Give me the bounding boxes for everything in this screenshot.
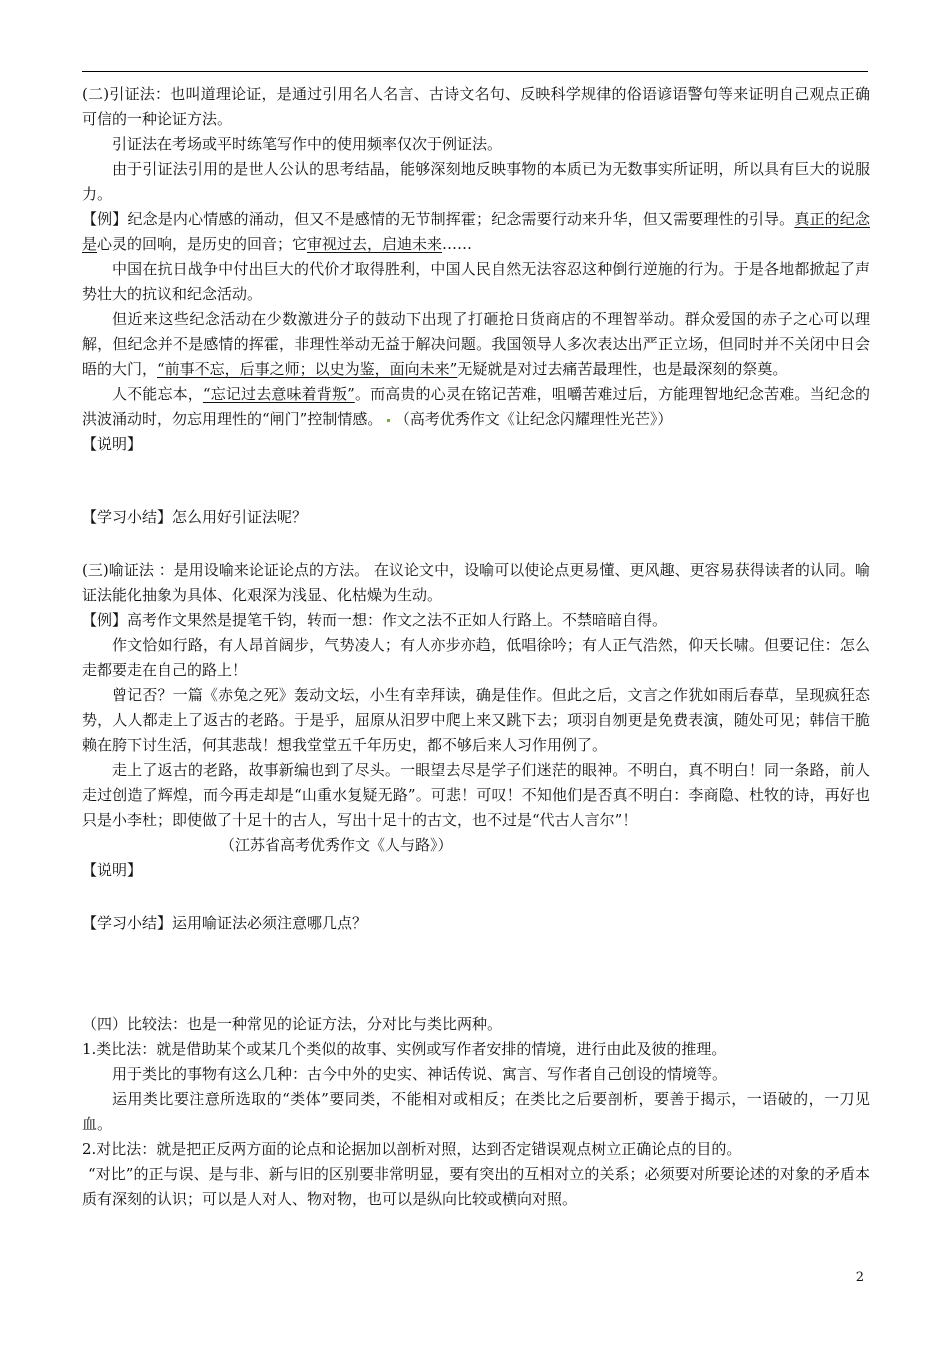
section3-source: （江苏省高考优秀作文《人与路》）	[220, 836, 453, 854]
section2-para-4: 但近来这些纪念活动在少数激进分子的鼓动下出现了打砸抢日货商店的不理智举动。群众爱国的赤子之心可以理解，但纪念并不是感情的挥霍，非理性举动无益于解决问题。我国领导人多次表达出严正立场，但同时并不关闭中日会晤的大门，“前事不忘，后事之师；以史为鉴，面向未来”无疑就是对过去痛苦最理性，也是最深刻的祭奠。	[82, 310, 870, 378]
section3-source-line	[82, 833, 870, 858]
section4-item-2: 2.对比法：就是把正反两方面的论点和论据加以剖析对照，达到否定错误观点树立正确论点的目的。	[82, 1140, 742, 1158]
section3-para-2: 曾记否？一篇《赤兔之死》轰动文坛，小生有幸拜读，确是佳作。但此之后，文言之作犹如雨后春草，呈现疯狂态势，人人都走上了返古的老路。于是乎，屈原从汨罗中爬上来又跳下去；项羽自刎更是免费表演，随处可见；韩信干脆赖在胯下讨生活，何其悲哉！想我堂堂五千年历史，都不够后来人习作用例了。	[82, 686, 870, 754]
section4-item-1: 1.类比法：就是借助某个或某几个类似的故事、实例或写作者安排的情境，进行由此及彼的推理。	[82, 1040, 727, 1058]
section4-item-2-para-1: “对比”的正与误、是与非、新与旧的区别要非常明显，要有突出的互相对立的关系；必须要对所要论述的对象的矛盾本质有深刻的认识；可以是人对人、物对物，也可以是纵向比较或横向对照。	[82, 1165, 870, 1208]
section3-summary: 【学习小结】运用喻证法必须注意哪几点？	[82, 914, 368, 932]
section2-heading: (二)引证法：也叫道理论证，是通过引用名人名言、古诗文名句、反映科学规律的俗语谚语警句等来证明自己观点正确可信的一种论证方法。	[82, 85, 870, 128]
section2-para-3: 中国在抗日战争中付出巨大的代价才取得胜利，中国人民自然无法容忍这种倒行逆施的行为。于是各地都掀起了声势壮大的抗议和纪念活动。	[82, 260, 870, 303]
section3-example: 【例】高考作文果然是提笔千钧，转而一想：作文之法不正如人行路上。不禁暗暗自得。	[82, 611, 668, 629]
page-number: 2	[855, 1270, 864, 1285]
blank-space	[82, 936, 870, 984]
section4-item-1-para-1: 用于类比的事物有这么几种：古今中外的史实、神话传说、寓言、写作者自己创设的情境等。	[112, 1065, 728, 1083]
blank-space	[82, 883, 870, 911]
section2-para-2: 由于引证法引用的是世人公认的思考结晶，能够深刻地反映事物的本质已为无数事实所证明，所以具有巨大的说服力。	[82, 160, 870, 203]
section2-para-1: 引证法在考场或平时练笔写作中的使用频率仅次于例证法。	[112, 135, 503, 153]
section3-heading: (三)喻证法 ：是用设喻来论证论点的方法。 在议论文中，设喻可以使论点更易懂、更风趣、更容易获得读者的认同。喻证法能化抽象为具体、化艰深为浅显、化枯燥为生动。	[82, 561, 870, 604]
example-label: 【例】	[82, 210, 128, 228]
marker-dot	[387, 419, 390, 422]
section2-summary: 【学习小结】怎么用好引证法呢？	[82, 508, 308, 526]
section4-heading: （四）比较法：也是一种常见的论证方法，分对比与类比两种。	[82, 1015, 503, 1033]
section4-item-1-para-2: 运用类比要注意所选取的“类体”要同类，不能相对或相反；在类比之后要剖析，要善于揭示，一语破的，一刀见血。	[82, 1090, 870, 1133]
top-rule	[82, 71, 868, 72]
section3-para-1: 作文恰如行路，有人昂首阔步，气势凌人；有人亦步亦趋，低唱徐吟；有人正气浩然，仰天长啸。但要记住：怎么走都要走在自己的路上！	[82, 636, 870, 679]
section2-note: 【说明】	[82, 435, 143, 453]
document-body	[82, 82, 870, 1212]
section3-para-3: 走上了返古的老路，故事新编也到了尽头。一眼望去尽是学子们迷茫的眼神。不明白，真不明白！同一条路，前人走过创造了辉煌，而今再走却是“山重水复疑无路”。可悲！可叹！不知他们是否真不明白：李商隐、杜牧的诗，再好也只是小李杜；即使做了十足十的古人，写出十足十的古文，也不过是“代古人言尔”！	[82, 761, 870, 829]
section2-example: 【例】纪念是内心情感的涌动，但又不是感情的无节制挥霍；纪念需要行动来升华，但又需要理性的引导。真正的纪念是心灵的回响，是历史的回音；它审视过去，启迪未来……	[82, 210, 870, 253]
blank-space	[82, 530, 870, 558]
section2-source: （高考优秀作文《让纪念闪耀理性光芒》）	[394, 410, 673, 428]
section3-note: 【说明】	[82, 861, 143, 879]
blank-space	[82, 457, 870, 505]
blank-space	[82, 984, 870, 1012]
section2-para-5: 人不能忘本，“忘记过去意味着背叛”。而高贵的心灵在铭记苦难，咀嚼苦难过后，方能理智地纪念苦难。当纪念的洪波涌动时，勿忘用理性的“闸门”控制情感。 （高考优秀作文《让纪念闪耀理性光芒》）	[82, 385, 870, 428]
example-label: 【例】	[82, 611, 128, 629]
